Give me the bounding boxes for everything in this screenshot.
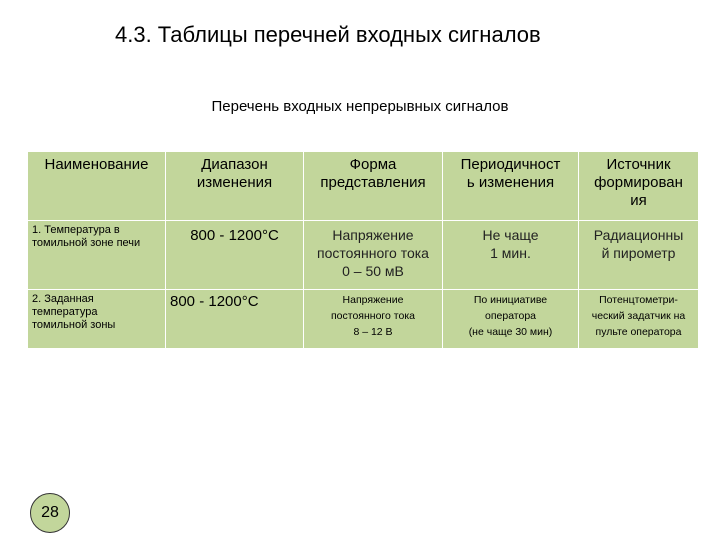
cell-source	[579, 290, 699, 349]
cell-source-line: Потенцтометри-	[599, 294, 678, 306]
header-period-line: ь изменения	[466, 174, 555, 191]
header-period	[443, 152, 579, 221]
header-range-line: Диапазон	[201, 156, 268, 173]
cell-source-line: й пирометр	[601, 245, 676, 261]
table-caption: Перечень входных непрерывных сигналов	[211, 98, 509, 115]
header-name-line: Наименование	[44, 156, 149, 173]
cell-period-line: (не чаще 30 мин)	[468, 326, 553, 338]
cell-name-line: температура	[32, 306, 98, 318]
header-source	[579, 152, 699, 221]
page-number-badge: 28	[30, 493, 70, 533]
cell-period	[443, 290, 579, 349]
header-source-line: Источник	[606, 156, 671, 173]
cell-source	[579, 221, 699, 290]
signals-table	[27, 151, 699, 349]
header-range	[166, 152, 304, 221]
table-row	[28, 290, 699, 349]
table-row	[28, 221, 699, 290]
cell-period	[443, 221, 579, 290]
header-source-line: ия	[630, 192, 647, 209]
header-form	[304, 152, 443, 221]
cell-source-line: пульте оператора	[595, 326, 682, 338]
cell-source-line: Радиационны	[593, 227, 684, 243]
header-source-line: формирован	[594, 174, 683, 191]
cell-form-line: постоянного тока	[331, 310, 415, 322]
cell-form-line: 8 – 12 В	[353, 326, 393, 338]
cell-source-line: ческий задатчик на	[591, 310, 686, 322]
page-title: 4.3. Таблицы перечней входных сигналов	[115, 22, 541, 47]
cell-form	[304, 221, 443, 290]
cell-period-line: Не чаще	[482, 227, 539, 243]
cell-period-line: оператора	[484, 310, 537, 322]
cell-name	[28, 290, 166, 349]
table-header-row	[28, 152, 699, 221]
cell-form	[304, 290, 443, 349]
header-name	[28, 152, 166, 221]
cell-form-line: 0 – 50 мВ	[342, 263, 404, 279]
cell-form-line: Напряжение	[342, 294, 404, 306]
cell-range-value: 800 - 1200°C	[170, 293, 259, 310]
cell-form-line: постоянного тока	[317, 245, 429, 261]
cell-name-line: 1. Температура в	[32, 224, 120, 236]
cell-form-line: Напряжение	[332, 227, 414, 243]
cell-range-value: 800 - 1200°C	[190, 227, 279, 244]
cell-range	[166, 290, 304, 349]
cell-name-line: 2. Заданная	[32, 293, 94, 305]
header-form-line: Форма	[349, 156, 397, 173]
cell-period-line: 1 мин.	[490, 245, 531, 261]
cell-range	[166, 221, 304, 290]
cell-name-line: томильной зоны	[32, 319, 116, 331]
cell-period-line: По инициативе	[473, 294, 548, 306]
header-period-line: Периодичност	[460, 156, 561, 173]
header-form-line: представления	[320, 174, 426, 191]
header-range-line: изменения	[196, 174, 273, 191]
cell-name	[28, 221, 166, 290]
cell-name-line: томильной зоне печи	[32, 237, 141, 249]
